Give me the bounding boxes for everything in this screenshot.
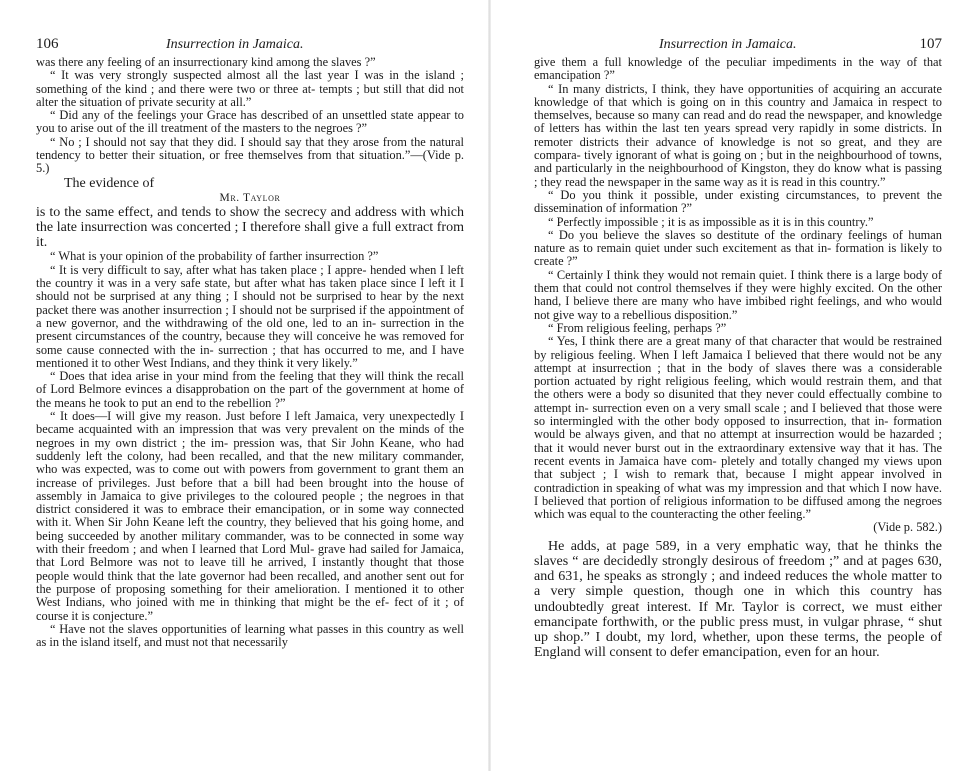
paragraph: give them a full knowledge of the peculiar impediments in the way of that emancipation ?” xyxy=(534,55,942,83)
paragraph: was there any feeling of an insurrectionary kind among the slaves ?” xyxy=(36,55,376,69)
left-running-head xyxy=(36,30,464,56)
left-running-title: Insurrection in Jamaica. xyxy=(166,37,304,52)
citation: (Vide p. 582.) xyxy=(873,520,942,535)
paragraph: “ It is very difficult to say, after what has taken place ; I appre- hended when I left the country it was in a very safe state, but after what has taken place since I left it I should not be surprised at any thing ; I should not be surprised to hear by the next packet there was another insurrection ; I should not be surprised if the appointment of a new governor, and the withdrawing of the old one, led to an in- surrection in the present circumstances of the country, because they will conceive he was removed for some cause connected with the in- surrection ; that has occurred to me, and I have mentioned it to other West Indians, and they think it very likely.” xyxy=(36,262,464,370)
right-running-title: Insurrection in Jamaica. xyxy=(659,37,797,52)
paragraph: “ It does—I will give my reason. Just before I left Jamaica, very unexpectedly I became acquainted with an impression that was very prevalent on the minds of the negroes in my own district ; the im- pression was, that Sir John Keane, who had suddenly left the colony, had been recalled, and that the new military commander, who was expected, was to come out with powers from government to grant them an increase of privileges. Just before that a bill had been brought into the house of assembly in Jamaica to give privileges to the coloured people ; the negroes in that district considered it was to embrace their emancipation, or in some way connected with it. When Sir John Keane left the country, they believed that his going home, and being succeeded by another military commander, was to be connected in some way with their freedom ; and when I learned that Lord Mul- grave had sailed for Jamaica, that Lord Belmore was not to leave till he arrived, I instantly thought that those people would think that the late governor had been recalled, and another sent out for the purpose of proposing something for their amelioration. I mentioned it to other West Indians, who joined with me in thinking that might be the ef- fect of it ; of course it is conjecture.” xyxy=(36,409,464,623)
right-page-narrative xyxy=(534,539,942,661)
paragraph: “ What is your opinion of the probability of farther insurrection ?” xyxy=(50,249,379,264)
paragraph: “ From religious feeling, perhaps ?” xyxy=(548,320,727,335)
paragraph: “ No ; I should not say that they did. I should say that they arose from the natural tendency to better their situation, or free themselves from that situation.”—(Vide p. 5.) xyxy=(36,134,464,176)
paragraph: “ Do you think it possible, under existing circumstances, to prevent the dissemination of information ?” xyxy=(534,187,942,216)
right-running-head xyxy=(534,30,942,56)
left-page-testimony xyxy=(36,250,464,649)
speaker-name: Mr. Taylor xyxy=(219,191,281,204)
paragraph: “ Perfectly impossible ; it is as impossible as it is in this country.” xyxy=(548,214,874,229)
paragraph: “ It was very strongly suspected almost all the last year I was in the island ; something of the kind ; and there were two or three at- tempts ; but still that did not alter the situation of private security at all.” xyxy=(36,68,464,109)
paragraph: “ Have not the slaves opportunities of learning what passes in this country as well as in the island itself, and must not that necessarily xyxy=(36,621,464,650)
paragraph: “ Did any of the feelings your Grace has described of an unsettled state appear to you to arise out of the ill treatment of the masters to the negroes ?” xyxy=(36,108,464,136)
paragraph: “ Yes, I think there are a great many of that character that would be restrained by religious feeling. When I left Jamaica I believed that there would not be any attempt at insurrection ; that in the body of slaves there was a considerable portion actuated by right religious feeling, which would restrain them, and that the others were a body so disunited that they never could effectually combine to attempt in- surrection even on a very small scale ; and I believed that those were so intermingled with the other body opposed to insurrection, that in- formation would be always given, and that no attempt at insurrection would be hazarded ; that it would never burst out in the extraordinary extensive way that it has. The recent events in Jamaica have com- pletely and totally changed my views upon that subject ; I wish to remark that, because I might appear involved in contradiction in speaking of what was my impression and that which I now have. I believed that portion of religious information to be diffused among the negroes which was equal to the counteracting the other feeling.” xyxy=(534,334,942,522)
left-page-body xyxy=(36,56,464,176)
left-page-narrative xyxy=(36,176,464,251)
paragraph: “ Do you believe the slaves so destitute of the ordinary feelings of human nature as to remain quiet under such excitement as that in- formation is likely to create ?” xyxy=(534,227,942,269)
right-page-testimony xyxy=(534,56,942,535)
left-page-number: 106 xyxy=(36,36,59,52)
lead-in-text: The evidence of xyxy=(64,175,155,191)
paragraph: “ In many districts, I think, they have opportunities of acquiring an accurate knowledge of that which is going on in this country and Jamaica in respect to themselves, because so many can read and do read the newspaper, and knowledge of letters has within the last ten years spread very rapidly in some districts. In remoter districts their advance of knowledge is not so great, and they are compara- tively ignorant of what is going on ; but in the neighbourhood of towns, and particularly in the neighbourhood of Kingston, they do know what is passing ; they read the newspaper in the same way as it is read in this country.” xyxy=(534,81,942,189)
right-page xyxy=(490,0,980,771)
right-page-number: 107 xyxy=(919,36,942,52)
lead-in-text: is to the same effect, and tends to show the secrecy and address with which the late insurrection was concerted ; I therefore shall give a full extract from it. xyxy=(36,204,464,251)
closing-paragraph: He adds, at page 589, in a very emphatic way, that he thinks the slaves “ are decidedly strongly desirous of freedom ;” and at pages 630, and 631, he speaks as strongly ; and indeed reduces the whole matter to a very simple question, though one in which this country has undoubtedly great interest. If Mr. Taylor is correct, we must either emancipate forthwith, or the public press must, in vulgar phrase, “ shut up shop.” I doubt, my lord, whether, upon these terms, the people of England will consent to defer emancipation, even for an hour. xyxy=(534,538,942,661)
paragraph: “ Certainly I think they would not remain quiet. I think there is a large body of them that could not control themselves if they were highly excited. On the other hand, I believe there are many who have imbibed right feelings, and who would not give way to a rebellious disposition.” xyxy=(534,267,942,322)
paragraph: “ Does that idea arise in your mind from the feeling that they will think the recall of Lord Belmore evinces a disapprobation on the part of the government at home of the means he took to put an end to the rebellion ?” xyxy=(36,369,464,410)
